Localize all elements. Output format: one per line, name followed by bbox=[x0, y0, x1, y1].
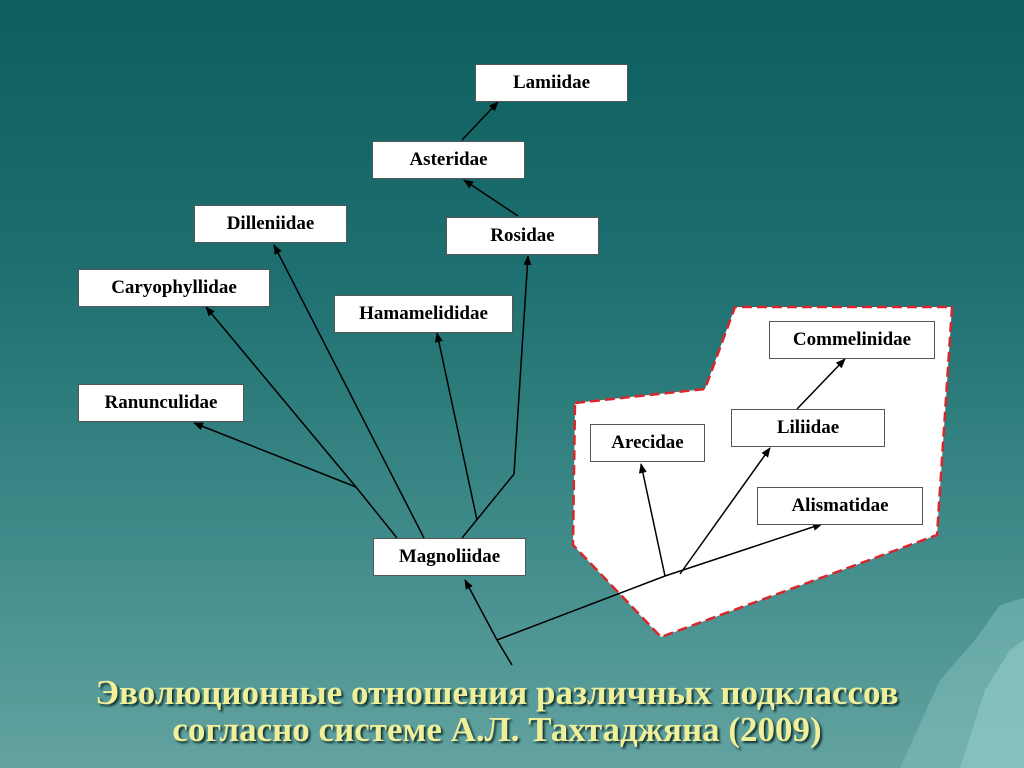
edge-to-rosidae bbox=[514, 256, 528, 474]
node-alismatidae: Alismatidae bbox=[757, 487, 923, 525]
node-arecidae: Arecidae bbox=[590, 424, 705, 462]
node-liliidae: Liliidae bbox=[731, 409, 885, 447]
edge-to-asteridae bbox=[464, 180, 518, 216]
edge-to-magnoliidae bbox=[465, 580, 497, 640]
edge-to-ranunculidae bbox=[194, 423, 356, 487]
node-asteridae: Asteridae bbox=[372, 141, 525, 179]
caption-line-2: согласно системе А.Л. Тахтаджяна (2009) bbox=[172, 710, 822, 749]
node-dilleniidae: Dilleniidae bbox=[194, 205, 347, 243]
edge-to-lamiidae bbox=[462, 102, 498, 140]
edge-to-dilleniidae bbox=[274, 245, 424, 538]
node-lamiidae: Lamiidae bbox=[475, 64, 628, 102]
edge-magnoliidae-branch bbox=[356, 487, 397, 538]
edge-to-hamamelididae bbox=[437, 333, 477, 520]
node-commelinidae: Commelinidae bbox=[769, 321, 935, 359]
node-hamamelididae: Hamamelididae bbox=[334, 295, 513, 333]
node-rosidae: Rosidae bbox=[446, 217, 599, 255]
node-ranunculidae: Ranunculidae bbox=[78, 384, 244, 422]
root-line bbox=[497, 640, 512, 665]
node-magnoliidae: Magnoliidae bbox=[373, 538, 526, 576]
caption-line-1: Эволюционные отношения различных подклассов bbox=[95, 673, 899, 712]
slide-caption bbox=[0, 674, 994, 748]
node-caryophyllidae: Caryophyllidae bbox=[78, 269, 270, 307]
